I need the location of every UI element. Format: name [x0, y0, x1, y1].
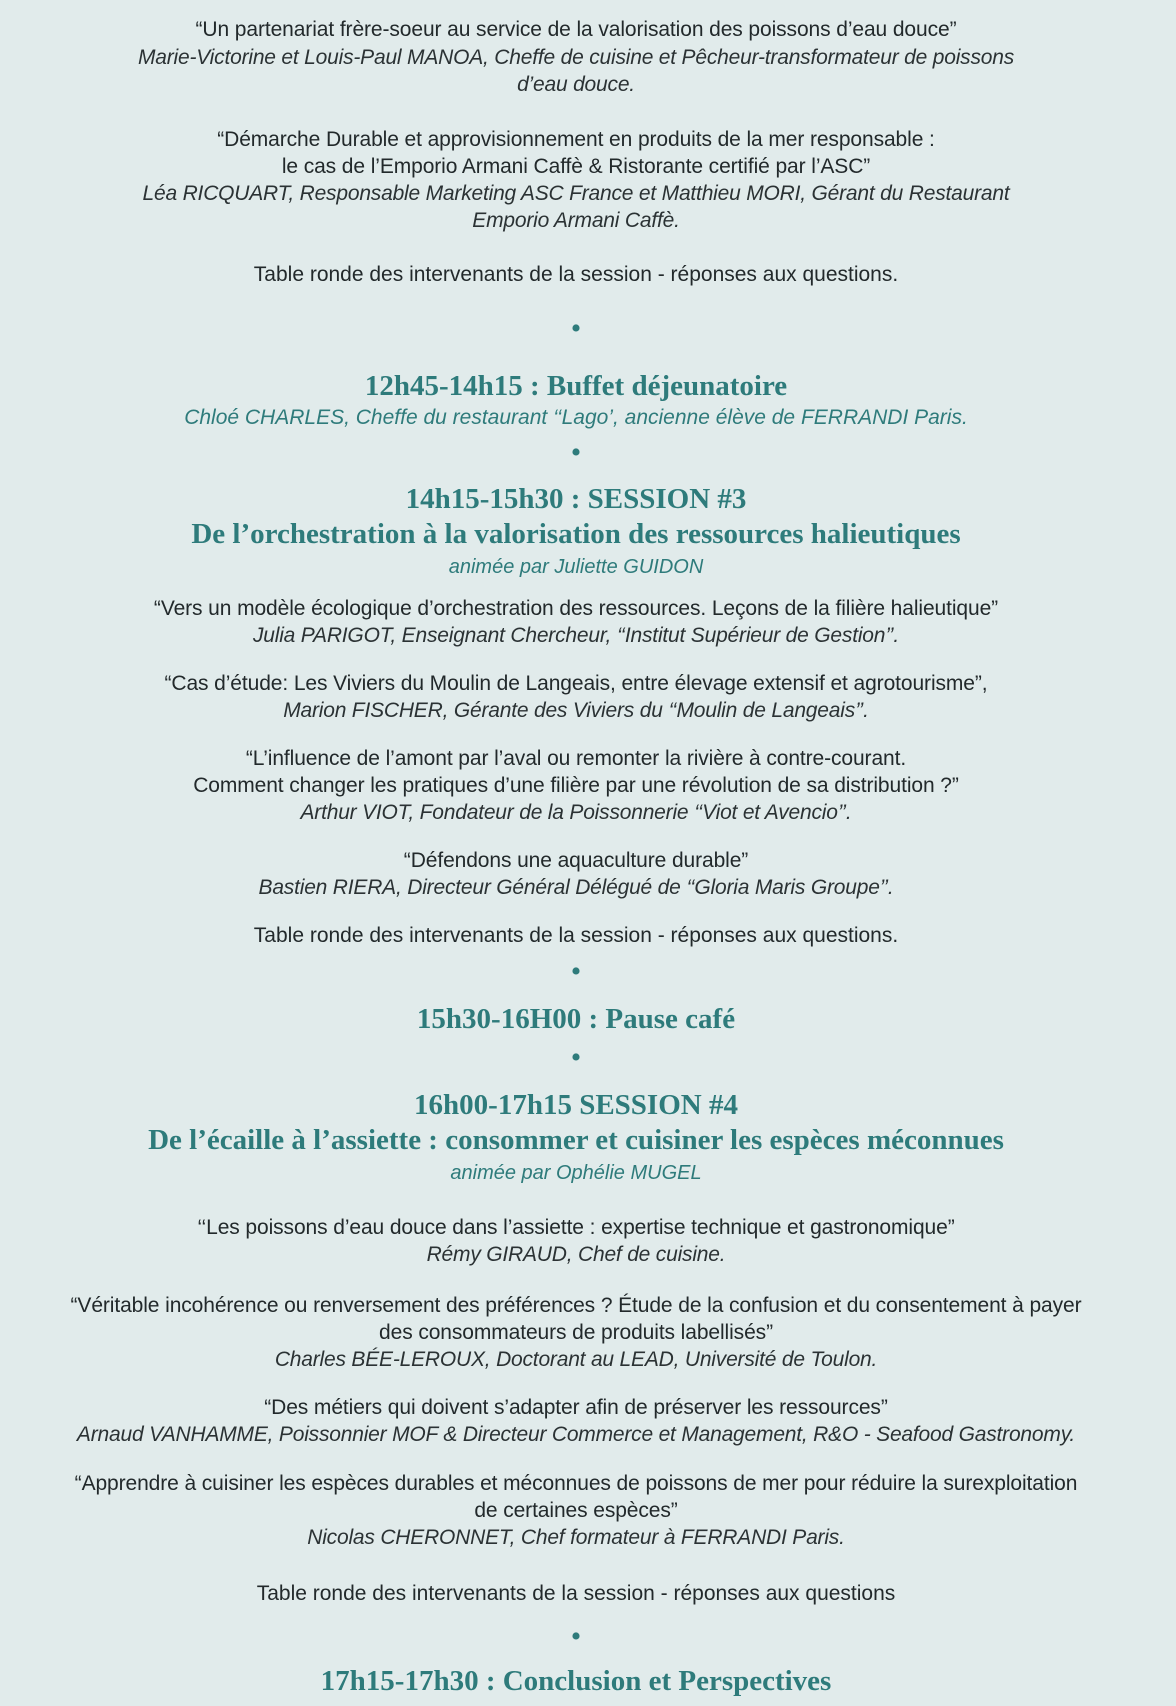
talk-title: “L’influence de l’amont par l’aval ou remonter la rivière à contre-courant.	[245, 747, 907, 770]
talk-speaker: Marion FISCHER, Gérante des Viviers du ‘‘Moulin de Langeais’’.	[283, 699, 869, 722]
section-divider-bullet: •	[570, 312, 582, 345]
session3-subheading: De l’orchestration à la valorisation des ressources halieutiques	[191, 518, 961, 550]
session4-moderator: animée par Ophélie MUGEL	[450, 1162, 702, 1184]
talk-title: des consommateurs de produits labellisés”	[379, 1321, 773, 1344]
talk-title: “Démarche Durable et approvisionnement en produits de la mer responsable :	[217, 128, 935, 151]
talk-speaker: Nicolas CHERONNET, Chef formateur à FERRANDI Paris.	[307, 1526, 845, 1549]
conclusion-heading: 17h15-17h30 : Conclusion et Perspectives	[320, 1665, 832, 1697]
talk-title: “Des métiers qui doivent s’adapter afin de préserver les ressources”	[264, 1396, 888, 1419]
roundtable-note: Table ronde des intervenants de la session - réponses aux questions	[256, 1582, 896, 1605]
talk-title: Comment changer les pratiques d’une filière par une révolution de sa distribution ?”	[193, 774, 959, 797]
roundtable-note: Table ronde des intervenants de la session - réponses aux questions.	[253, 924, 899, 947]
talk-speaker: d’eau douce.	[517, 73, 635, 96]
section-divider-bullet: •	[570, 436, 582, 469]
talk-speaker: Julia PARIGOT, Enseignant Chercheur, ‘‘Institut Supérieur de Gestion’’.	[252, 624, 900, 647]
talk-title: “Vers un modèle écologique d’orchestration des ressources. Leçons de la filière halieutique”	[153, 597, 999, 620]
talk-title: ‘‘Les poissons d’eau douce dans l’assiette : expertise technique et gastronomique”	[197, 1216, 955, 1239]
coffee-heading: 15h30-16H00 : Pause café	[416, 1003, 736, 1035]
talk-speaker: Emporio Armani Caffè.	[472, 209, 680, 232]
talk-title: de certaines espèces”	[474, 1499, 678, 1522]
talk-speaker: Rémy GIRAUD, Chef de cuisine.	[426, 1243, 726, 1266]
section-divider-bullet: •	[570, 1620, 582, 1653]
roundtable-note: Table ronde des intervenants de la session - réponses aux questions.	[253, 263, 899, 286]
session3-moderator: animée par Juliette GUIDON	[448, 556, 704, 578]
section-divider-bullet: •	[570, 1041, 582, 1074]
session4-heading: 16h00-17h15 SESSION #4	[414, 1089, 738, 1121]
talk-title: “Cas d’étude: Les Viviers du Moulin de Langeais, entre élevage extensif et agrotourisme”,	[164, 672, 988, 695]
talk-title: le cas de l’Emporio Armani Caffè & Ristorante certifié par l’ASC”	[281, 155, 871, 178]
talk-speaker: Charles BÉE-LEROUX, Doctorant au LEAD, Université de Toulon.	[274, 1348, 878, 1371]
talk-speaker: Bastien RIERA, Directeur Général Délégué de ‘‘Gloria Maris Groupe’’.	[258, 876, 894, 899]
talk-title: “Apprendre à cuisiner les espèces durables et méconnues de poissons de mer pour réduire la surexploitation	[74, 1472, 1078, 1495]
lunch-heading: 12h45-14h15 : Buffet déjeunatoire	[364, 370, 788, 402]
session3-heading: 14h15-15h30 : SESSION #3	[405, 483, 747, 515]
session4-subheading: De l’écaille à l’assiette : consommer et cuisiner les espèces méconnues	[148, 1124, 1004, 1156]
section-divider-bullet: •	[570, 955, 582, 988]
talk-speaker: Arnaud VANHAMME, Poissonnier MOF & Directeur Commerce et Management, R&O - Seafood Gastronomy.	[76, 1423, 1076, 1446]
talk-title: “Un partenariat frère-soeur au service de la valorisation des poissons d’eau douce”	[195, 18, 957, 41]
talk-title: “Véritable incohérence ou renversement des préférences ? Étude de la confusion et du consentement à payer	[70, 1294, 1082, 1317]
talk-title: “Défendons une aquaculture durable”	[403, 849, 749, 872]
talk-speaker: Léa RICQUART, Responsable Marketing ASC France et Matthieu MORI, Gérant du Restaurant	[142, 182, 1010, 205]
talk-speaker: Marie-Victorine et Louis-Paul MANOA, Cheffe de cuisine et Pêcheur-transformateur de poissons	[137, 46, 1015, 69]
lunch-note: Chloé CHARLES, Cheffe du restaurant ‘‘Lago’, ancienne élève de FERRANDI Paris.	[184, 406, 968, 429]
talk-speaker: Arthur VIOT, Fondateur de la Poissonnerie ‘‘Viot et Avencio’’.	[300, 801, 852, 824]
